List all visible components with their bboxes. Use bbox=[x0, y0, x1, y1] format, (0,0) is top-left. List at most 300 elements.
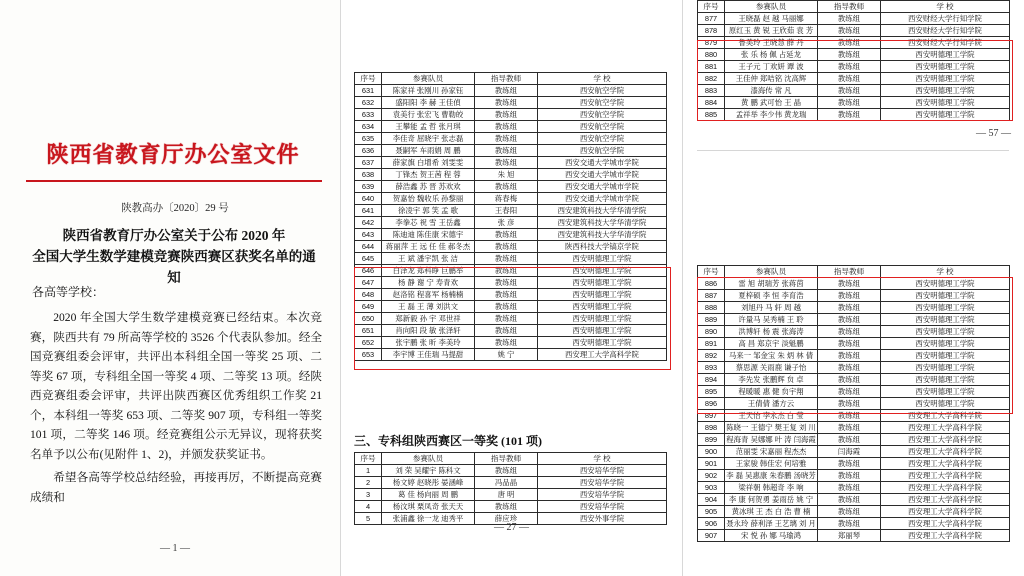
cell-school: 西安明德理工学院 bbox=[538, 277, 667, 289]
table-row bbox=[698, 109, 1010, 121]
cell-team-members: 王天怡 李永杰 白 莹 bbox=[725, 410, 818, 422]
cell-team-members: 肖向阳 段 敏 张泽轩 bbox=[382, 325, 475, 337]
cell-advisor: 闫海霞 bbox=[818, 446, 881, 458]
cell-team-members: 徐凌宇 郭 笑 孟 歌 bbox=[382, 205, 475, 217]
cell-index: 633 bbox=[355, 109, 382, 121]
cell-advisor: 教练组 bbox=[475, 97, 538, 109]
cell-school: 西安理工大学高科学院 bbox=[538, 349, 667, 361]
cell-school: 西安交通大学城市学院 bbox=[538, 157, 667, 169]
cell-index: 632 bbox=[355, 97, 382, 109]
cell-advisor: 教练组 bbox=[475, 337, 538, 349]
cell-school: 西安财经大学行知学院 bbox=[881, 13, 1010, 25]
cell-advisor: 教练组 bbox=[818, 422, 881, 434]
cell-index: 637 bbox=[355, 157, 382, 169]
salutation: 各高等学校： bbox=[32, 285, 105, 299]
cell-school: 西安航空学院 bbox=[538, 85, 667, 97]
cell-index: 899 bbox=[698, 434, 725, 446]
cell-team-members: 王攀能 孟 哲 张月琪 bbox=[382, 121, 475, 133]
cell-index: 882 bbox=[698, 73, 725, 85]
cell-school: 西安外事学院 bbox=[538, 513, 667, 525]
cell-team-members: 漆海传 常 凡 bbox=[725, 85, 818, 97]
cell-advisor: 教练组 bbox=[818, 97, 881, 109]
cell-index: 898 bbox=[698, 422, 725, 434]
cell-advisor: 教练组 bbox=[475, 277, 538, 289]
cell-school: 西安航空学院 bbox=[538, 97, 667, 109]
cell-advisor: 教练组 bbox=[818, 338, 881, 350]
table-row bbox=[355, 241, 667, 253]
cell-advisor: 教练组 bbox=[475, 465, 538, 477]
cell-advisor: 教练组 bbox=[818, 314, 881, 326]
notice-paragraph-1: 2020 年全国大学生数学建模竞赛已经结束。本次竞赛，陕西共有 79 所高等学校的 3526 个代表队参加。经全国竞赛组委会评审，共评出本科组全国一等奖 25 项、二等奖 67 项，专科组全国一等奖 4 项、二等奖 13 项。经陕西竞赛组委会评审，共评出陕西赛区优秀组织工作奖 21 个，本科组一等奖 653 项、二等奖 907 项，专科组一等奖 101 项，二等奖 146 项。经竞赛组公示无异议，现将获奖名单予以公布(见附件 1、2)，并颁发获奖证书。 bbox=[30, 311, 322, 461]
table-row bbox=[698, 362, 1010, 374]
table-row bbox=[355, 229, 667, 241]
cell-school: 陕西科技大学镐京学院 bbox=[538, 241, 667, 253]
cell-advisor: 教练组 bbox=[818, 482, 881, 494]
cell-school: 西安建筑科技大学华清学院 bbox=[538, 217, 667, 229]
cell-advisor: 教练组 bbox=[818, 290, 881, 302]
table-row bbox=[698, 518, 1010, 530]
cell-school: 西安明德理工学院 bbox=[881, 290, 1010, 302]
cell-team-members: 杨文婷 赵晓彤 晏涵峰 bbox=[382, 477, 475, 489]
cell-school: 西安明德理工学院 bbox=[538, 301, 667, 313]
cell-advisor: 教练组 bbox=[475, 109, 538, 121]
cell-index: 648 bbox=[355, 289, 382, 301]
cell-team-members: 陈晓一 王德宁 樊王复 刘 川 bbox=[726, 423, 816, 432]
cell-school: 西安航空学院 bbox=[538, 133, 667, 145]
cell-team-members: 盛阳阳 李 赫 王佳偵 bbox=[382, 97, 475, 109]
table-row bbox=[355, 349, 667, 361]
table-row bbox=[355, 157, 667, 169]
cell-advisor: 教练组 bbox=[475, 313, 538, 325]
cell-team-members: 李佳奇 屈晓宇 张志磊 bbox=[382, 133, 475, 145]
cell-team-members: 雷 旭 胡瑞芳 张蒋茵 bbox=[725, 278, 818, 290]
cell-advisor: 张 彦 bbox=[475, 217, 538, 229]
cell-index: 634 bbox=[355, 121, 382, 133]
cell-team-members: 王家骏 韩佳宏 何培雅 bbox=[725, 458, 818, 470]
cell-index: 884 bbox=[698, 97, 725, 109]
page-break-divider bbox=[697, 150, 1009, 151]
cell-advisor: 郑丽琴 bbox=[818, 530, 881, 542]
cell-advisor: 教练组 bbox=[475, 85, 538, 97]
cell-team-members: 王晓磊 赵 越 马丽娜 bbox=[725, 13, 818, 25]
column-header: 参赛队员 bbox=[382, 73, 475, 85]
cell-team-members: 洪博轩 杨 震 张海涛 bbox=[725, 326, 818, 338]
notice-heading-line2: 全国大学生数学建模竞赛陕西赛区获奖名单的通知 bbox=[32, 249, 316, 285]
table-row bbox=[355, 325, 667, 337]
cell-advisor: 教练组 bbox=[818, 398, 881, 410]
cell-team-members: 王 斌 潘宇凯 张 洁 bbox=[382, 253, 475, 265]
cell-school: 西安明德理工学院 bbox=[881, 398, 1010, 410]
cell-index: 641 bbox=[355, 205, 382, 217]
cell-advisor: 教练组 bbox=[475, 301, 538, 313]
cell-index: 651 bbox=[355, 325, 382, 337]
cell-index: 652 bbox=[355, 337, 382, 349]
title-divider bbox=[26, 180, 322, 182]
cell-school: 西安明德理工学院 bbox=[538, 337, 667, 349]
cell-team-members: 原红玉 黄 锐 王欣茹 袁 芳 bbox=[725, 25, 818, 37]
cell-index: 885 bbox=[698, 109, 725, 121]
cell-team-members: 张浦鑫 徐一龙 迪秀平 bbox=[382, 513, 475, 525]
cell-index: 650 bbox=[355, 313, 382, 325]
column-header: 序号 bbox=[698, 1, 725, 13]
cell-school: 西安培华学院 bbox=[538, 465, 667, 477]
cell-index: 640 bbox=[355, 193, 382, 205]
cell-index: 890 bbox=[698, 326, 725, 338]
cell-index: 3 bbox=[355, 489, 382, 501]
table-row bbox=[355, 217, 667, 229]
table-row bbox=[698, 37, 1010, 49]
cell-team-members: 陈家祥 张刚川 孙家钰 bbox=[382, 85, 475, 97]
cell-school: 西安明德理工学院 bbox=[881, 278, 1010, 290]
cell-school: 西安明德理工学院 bbox=[538, 289, 667, 301]
cell-team-members: 夏梓硕 李 恒 李育浩 bbox=[725, 290, 818, 302]
table-row bbox=[355, 145, 667, 157]
cell-team-members: 李拳芯 祝 雪 王岳鑫 bbox=[382, 217, 475, 229]
cell-team-members: 李 康 何贺勇 姜雨岳 姚 宁 bbox=[725, 494, 818, 506]
cell-advisor: 教练组 bbox=[475, 229, 538, 241]
cell-school: 西安明德理工学院 bbox=[881, 302, 1010, 314]
table-row bbox=[355, 109, 667, 121]
cell-team-members: 薛家旗 白增希 刘雯雯 bbox=[382, 157, 475, 169]
table-row bbox=[698, 434, 1010, 446]
cell-index: 1 bbox=[355, 465, 382, 477]
cell-team-members: 黄冰琪 王 杰 白 浩 曹 楠 bbox=[725, 506, 818, 518]
cell-advisor: 教练组 bbox=[818, 109, 881, 121]
cell-index: 636 bbox=[355, 145, 382, 157]
cell-advisor: 教练组 bbox=[818, 386, 881, 398]
column-header: 序号 bbox=[355, 73, 382, 85]
column-header: 参赛队员 bbox=[725, 1, 818, 13]
cell-advisor: 蒋春梅 bbox=[475, 193, 538, 205]
cell-advisor: 教练组 bbox=[475, 121, 538, 133]
table-row bbox=[698, 398, 1010, 410]
table-row bbox=[355, 501, 667, 513]
cell-advisor: 教练组 bbox=[818, 458, 881, 470]
cell-school: 西安理工大学高科学院 bbox=[881, 470, 1010, 482]
cell-team-members: 丁锋杰 贺王茜 程 蓉 bbox=[382, 169, 475, 181]
table-row bbox=[698, 278, 1010, 290]
cell-index: 905 bbox=[698, 506, 725, 518]
cell-school: 西安明德理工学院 bbox=[881, 350, 1010, 362]
cell-school: 西安交通大学城市学院 bbox=[538, 193, 667, 205]
cell-advisor: 教练组 bbox=[475, 133, 538, 145]
table-header-row bbox=[355, 453, 667, 465]
cell-school: 西安理工大学高科学院 bbox=[881, 530, 1010, 542]
cell-school: 西安理工大学高科学院 bbox=[881, 434, 1010, 446]
table-row bbox=[698, 326, 1010, 338]
table-row bbox=[355, 181, 667, 193]
column-header: 学 校 bbox=[881, 266, 1010, 278]
roster-page-57 bbox=[683, 0, 1024, 576]
cell-school: 西安明德理工学院 bbox=[881, 109, 1010, 121]
table-header-row bbox=[698, 266, 1010, 278]
table-header-row bbox=[355, 73, 667, 85]
cell-school: 西安建筑科技大学华清学院 bbox=[538, 229, 667, 241]
cell-team-members: 张 乐 杨 佩 占延龙 bbox=[725, 49, 818, 61]
cell-team-members: 蔡思源 关雨鹿 谦子怡 bbox=[725, 362, 818, 374]
table-row bbox=[698, 85, 1010, 97]
table-row bbox=[698, 314, 1010, 326]
table-row bbox=[355, 193, 667, 205]
table-row bbox=[355, 477, 667, 489]
cell-team-members: 范丽雯 宋嘉丽 程杰杰 bbox=[725, 446, 818, 458]
notice-paragraph-2: 希望各高等学校总结经验，再接再厉，不断提高竞赛成绩和 bbox=[30, 471, 322, 504]
cell-school: 西安培华学院 bbox=[538, 477, 667, 489]
cell-advisor: 教练组 bbox=[475, 501, 538, 513]
cell-team-members: 葛 佳 杨向丽 周 鹏 bbox=[382, 489, 475, 501]
cell-team-members: 张宇鹏 张 昕 李美玲 bbox=[382, 337, 475, 349]
cell-school: 西安明德理工学院 bbox=[538, 265, 667, 277]
cell-advisor: 教练组 bbox=[818, 278, 881, 290]
table-row bbox=[698, 506, 1010, 518]
cell-index: 631 bbox=[355, 85, 382, 97]
notice-heading-line1: 陕西省教育厅办公室关于公布 2020 年 bbox=[62, 228, 286, 243]
table-row bbox=[355, 313, 667, 325]
cell-advisor: 教练组 bbox=[475, 325, 538, 337]
cell-advisor: 教练组 bbox=[818, 25, 881, 37]
cell-team-members: 宋 悦 孙 娜 马瑜鸿 bbox=[725, 530, 818, 542]
cell-index: 895 bbox=[698, 386, 725, 398]
table-row bbox=[355, 489, 667, 501]
cell-index: 647 bbox=[355, 277, 382, 289]
cell-team-members: 王子元 丁欢妍 谭 波 bbox=[725, 61, 818, 73]
cell-index: 880 bbox=[698, 49, 725, 61]
table-row bbox=[698, 530, 1010, 542]
table-row bbox=[355, 337, 667, 349]
cell-index: 903 bbox=[698, 482, 725, 494]
table-row bbox=[698, 350, 1010, 362]
cell-index: 906 bbox=[698, 518, 725, 530]
cell-team-members: 王倩倩 潘方云 bbox=[725, 398, 818, 410]
cell-index: 892 bbox=[698, 350, 725, 362]
cell-school: 西安培华学院 bbox=[538, 501, 667, 513]
cell-index: 646 bbox=[355, 265, 382, 277]
cell-team-members: 袁美行 张宏飞 曹勒皎 bbox=[382, 109, 475, 121]
cell-index: 888 bbox=[698, 302, 725, 314]
page-number-1: — 1 — bbox=[160, 543, 190, 554]
cell-index: 879 bbox=[698, 37, 725, 49]
table-row bbox=[355, 289, 667, 301]
cell-team-members: 刘 荣 吴耀宇 陈科文 bbox=[382, 465, 475, 477]
cell-advisor: 教练组 bbox=[818, 73, 881, 85]
cell-school: 西安明德理工学院 bbox=[881, 85, 1010, 97]
cell-advisor: 教练组 bbox=[818, 326, 881, 338]
table-row bbox=[698, 302, 1010, 314]
cell-advisor: 教练组 bbox=[818, 362, 881, 374]
cell-team-members: 薛浩鑫 苏 晋 苏欢欢 bbox=[382, 181, 475, 193]
cell-school: 西安理工大学高科学院 bbox=[881, 482, 1010, 494]
cell-advisor: 教练组 bbox=[818, 374, 881, 386]
column-header: 指导教师 bbox=[818, 266, 881, 278]
cell-index: 907 bbox=[698, 530, 725, 542]
cell-index: 644 bbox=[355, 241, 382, 253]
cell-index: 878 bbox=[698, 25, 725, 37]
cell-school: 西安明德理工学院 bbox=[881, 338, 1010, 350]
table-row bbox=[698, 338, 1010, 350]
cell-team-members: 马来一 邹金宝 朱 炳 林 倩 bbox=[725, 350, 818, 362]
cell-advisor: 教练组 bbox=[818, 518, 881, 530]
cell-school: 西安财经大学行知学院 bbox=[881, 37, 1010, 49]
cell-school: 西安财经大学行知学院 bbox=[881, 25, 1010, 37]
cell-school: 西安建筑科技大学华清学院 bbox=[538, 205, 667, 217]
cell-index: 889 bbox=[698, 314, 725, 326]
table-row bbox=[355, 85, 667, 97]
cell-advisor: 教练组 bbox=[475, 253, 538, 265]
cell-team-members: 李 磊 吴惠康 朱春鹏 汤晓芳 bbox=[726, 471, 816, 480]
cell-school: 西安理工大学高科学院 bbox=[881, 422, 1010, 434]
cell-school: 西安培华学院 bbox=[538, 489, 667, 501]
cell-school: 西安明德理工学院 bbox=[538, 253, 667, 265]
cell-index: 638 bbox=[355, 169, 382, 181]
cell-team-members: 陈迪迪 陈佳康 宋德宇 bbox=[382, 229, 475, 241]
cell-team-members: 高 昌 郑京宇 淡魁鹏 bbox=[725, 338, 818, 350]
cell-school: 西安明德理工学院 bbox=[881, 326, 1010, 338]
cell-school: 西安理工大学高科学院 bbox=[881, 494, 1010, 506]
table-row bbox=[355, 205, 667, 217]
table-header-row bbox=[698, 1, 1010, 13]
cell-index: 877 bbox=[698, 13, 725, 25]
table-row bbox=[698, 73, 1010, 85]
cell-index: 894 bbox=[698, 374, 725, 386]
cell-index: 881 bbox=[698, 61, 725, 73]
table-row bbox=[355, 97, 667, 109]
table-row bbox=[698, 290, 1010, 302]
notice-heading bbox=[28, 225, 320, 288]
award-table-top bbox=[697, 0, 1010, 121]
column-header: 学 校 bbox=[538, 453, 667, 465]
column-header: 参赛队员 bbox=[382, 453, 475, 465]
cell-team-members: 白泽龙 郑科睁 巨鹏举 bbox=[382, 265, 475, 277]
cell-school: 西安航空学院 bbox=[538, 109, 667, 121]
page-title: 陕西省教育厅办公室文件 bbox=[46, 142, 300, 167]
cell-school: 西安明德理工学院 bbox=[538, 313, 667, 325]
page-number-57: — 57 — bbox=[976, 128, 1011, 139]
table-row bbox=[698, 374, 1010, 386]
award-table-bottom bbox=[697, 265, 1010, 542]
table-row bbox=[698, 97, 1010, 109]
notice-body bbox=[30, 308, 322, 511]
cell-advisor: 教练组 bbox=[475, 145, 538, 157]
cell-team-members: 梁祥朝 韩超奇 李 响 bbox=[725, 482, 818, 494]
cell-advisor: 教练组 bbox=[818, 302, 881, 314]
cell-advisor: 教练组 bbox=[818, 13, 881, 25]
table-row bbox=[355, 265, 667, 277]
cell-team-members: 王佳仲 郑咭铭 沈高辉 bbox=[725, 73, 818, 85]
cell-advisor: 教练组 bbox=[475, 157, 538, 169]
cell-team-members: 贺嘉怡 魏收乐 孙黎丽 bbox=[382, 193, 475, 205]
cell-index: 900 bbox=[698, 446, 725, 458]
cell-advisor: 教练组 bbox=[475, 289, 538, 301]
cell-team-members: 聂嗣军 车雨娟 周 鹏 bbox=[382, 145, 475, 157]
cell-index: 2 bbox=[355, 477, 382, 489]
cell-school: 西安明德理工学院 bbox=[538, 325, 667, 337]
cell-advisor: 姚 宁 bbox=[475, 349, 538, 361]
cell-index: 645 bbox=[355, 253, 382, 265]
table-row bbox=[698, 61, 1010, 73]
page-number-27: — 27 — bbox=[494, 522, 529, 533]
table-row bbox=[698, 446, 1010, 458]
cell-team-members: 孟祥举 李少伟 黄龙瑞 bbox=[725, 109, 818, 121]
cell-advisor: 教练组 bbox=[818, 506, 881, 518]
cell-team-members: 许量马 吴秀楠 王 聆 bbox=[725, 314, 818, 326]
cell-index: 649 bbox=[355, 301, 382, 313]
cell-index: 635 bbox=[355, 133, 382, 145]
cell-school: 西安明德理工学院 bbox=[881, 49, 1010, 61]
cell-school: 西安明德理工学院 bbox=[881, 314, 1010, 326]
column-header: 指导教师 bbox=[818, 1, 881, 13]
table-row bbox=[698, 470, 1010, 482]
cell-advisor: 王春阳 bbox=[475, 205, 538, 217]
column-header: 指导教师 bbox=[475, 453, 538, 465]
cell-index: 887 bbox=[698, 290, 725, 302]
cell-school: 西安明德理工学院 bbox=[881, 374, 1010, 386]
cell-advisor: 唐 明 bbox=[475, 489, 538, 501]
table-row bbox=[698, 49, 1010, 61]
cell-team-members: 刘旭丹 马 轩 周 越 bbox=[725, 302, 818, 314]
cell-team-members: 鲁美玲 王晓慧 薛 丹 bbox=[725, 37, 818, 49]
cell-team-members: 杨汶琪 栗凤奇 张天天 bbox=[382, 501, 475, 513]
cell-advisor: 教练组 bbox=[818, 61, 881, 73]
table-row bbox=[698, 482, 1010, 494]
column-header: 序号 bbox=[355, 453, 382, 465]
table-row bbox=[698, 386, 1010, 398]
cell-team-members: 郑新毅 孙 宇 邓世祥 bbox=[382, 313, 475, 325]
cell-school: 西安理工大学高科学院 bbox=[881, 506, 1010, 518]
cell-advisor: 教练组 bbox=[818, 85, 881, 97]
table-row bbox=[698, 25, 1010, 37]
cell-team-members: 程暖暖 惠 健 贠宇翔 bbox=[725, 386, 818, 398]
cell-team-members: 黄 鹏 武可怡 王 晶 bbox=[725, 97, 818, 109]
cell-advisor: 冯品晶 bbox=[475, 477, 538, 489]
cell-advisor: 教练组 bbox=[475, 181, 538, 193]
document-number: 陕教高办〔2020〕29 号 bbox=[121, 203, 229, 214]
cell-team-members: 程海青 吴娜娜 叶 涛 闫海霞 bbox=[726, 435, 816, 444]
cell-team-members: 赵洛铭 程喜军 杨楠楠 bbox=[382, 289, 475, 301]
cell-index: 897 bbox=[698, 410, 725, 422]
cell-advisor: 教练组 bbox=[818, 350, 881, 362]
cell-advisor: 教练组 bbox=[818, 434, 881, 446]
cell-advisor: 教练组 bbox=[475, 241, 538, 253]
official-notice-page bbox=[0, 0, 340, 576]
table-row bbox=[698, 422, 1010, 434]
cell-team-members: 李宇博 王佳瑞 马提甜 bbox=[382, 349, 475, 361]
cell-index: 902 bbox=[698, 470, 725, 482]
column-header: 指导教师 bbox=[475, 73, 538, 85]
table-row bbox=[355, 277, 667, 289]
cell-school: 西安理工大学高科学院 bbox=[881, 518, 1010, 530]
cell-index: 639 bbox=[355, 181, 382, 193]
cell-school: 西安理工大学高科学院 bbox=[881, 446, 1010, 458]
cell-school: 西安明德理工学院 bbox=[881, 97, 1010, 109]
cell-school: 西安明德理工学院 bbox=[881, 386, 1010, 398]
cell-index: 893 bbox=[698, 362, 725, 374]
cell-advisor: 教练组 bbox=[818, 49, 881, 61]
cell-team-members: 杨 静 谢 宁 寿青欢 bbox=[382, 277, 475, 289]
cell-school: 西安航空学院 bbox=[538, 145, 667, 157]
cell-school: 西安明德理工学院 bbox=[881, 362, 1010, 374]
table-row bbox=[355, 253, 667, 265]
cell-school: 西安理工大学高科学院 bbox=[881, 458, 1010, 470]
table-row bbox=[698, 410, 1010, 422]
cell-index: 886 bbox=[698, 278, 725, 290]
cell-index: 643 bbox=[355, 229, 382, 241]
cell-index: 901 bbox=[698, 458, 725, 470]
cell-team-members: 蒋丽萍 王 远 任 佳 郝冬杰 bbox=[382, 241, 475, 253]
cell-team-members: 王 磊 王 薄 刘洪文 bbox=[382, 301, 475, 313]
cell-index: 4 bbox=[355, 501, 382, 513]
section-title-college-first-prize: 三、专科组陕西赛区一等奖 (101 项) bbox=[354, 434, 542, 448]
cell-team-members: 李先发 张鹏辉 贠 卓 bbox=[725, 374, 818, 386]
